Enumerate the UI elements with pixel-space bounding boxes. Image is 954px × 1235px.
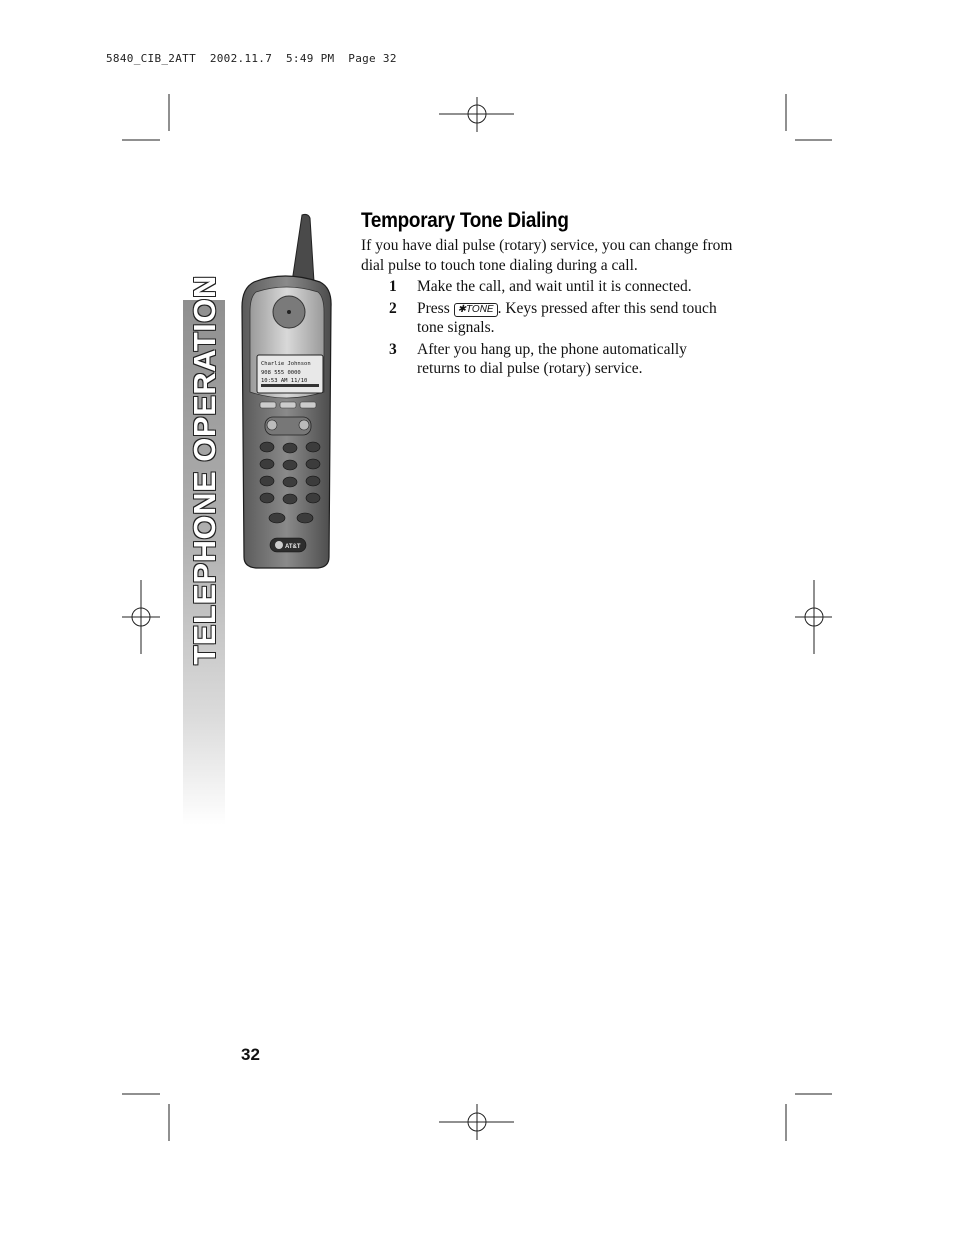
step-text-continued: . Keys pressed after this send touch tone signals.: [417, 300, 717, 336]
screen-line-3: 10:53 AM 11/10: [261, 378, 308, 384]
step-text: Press: [417, 300, 454, 317]
section-tab-label: TELEPHONE OPERATION: [187, 275, 222, 665]
step-item: [389, 340, 729, 378]
handset-illustration: [232, 212, 338, 570]
page-number: 32: [241, 1045, 260, 1064]
step-text: Make the call, and wait until it is connected.: [417, 278, 692, 295]
intro-paragraph: If you have dial pulse (rotary) service, you can change from dial pulse to touch tone dialing during a call.: [361, 237, 733, 274]
step-number: 3: [389, 341, 397, 358]
step-item: [389, 299, 729, 337]
step-item: [389, 277, 729, 296]
steps-list: [389, 277, 729, 381]
phone-brand-logo: AT&T: [285, 544, 301, 550]
section-heading: Temporary Tone Dialing: [361, 209, 569, 232]
screen-line-2: 908 555 0000: [261, 370, 301, 376]
tone-key-icon: ✱TONE: [454, 303, 498, 317]
step-text: After you hang up, the phone automatically returns to dial pulse (rotary) service.: [417, 341, 687, 377]
step-number: 2: [389, 300, 397, 317]
screen-line-1: Charlie Johnson: [261, 361, 311, 367]
step-number: 1: [389, 278, 397, 295]
print-slug: 5840_CIB_2ATT 2002.11.7 5:49 PM Page 32: [106, 52, 397, 65]
